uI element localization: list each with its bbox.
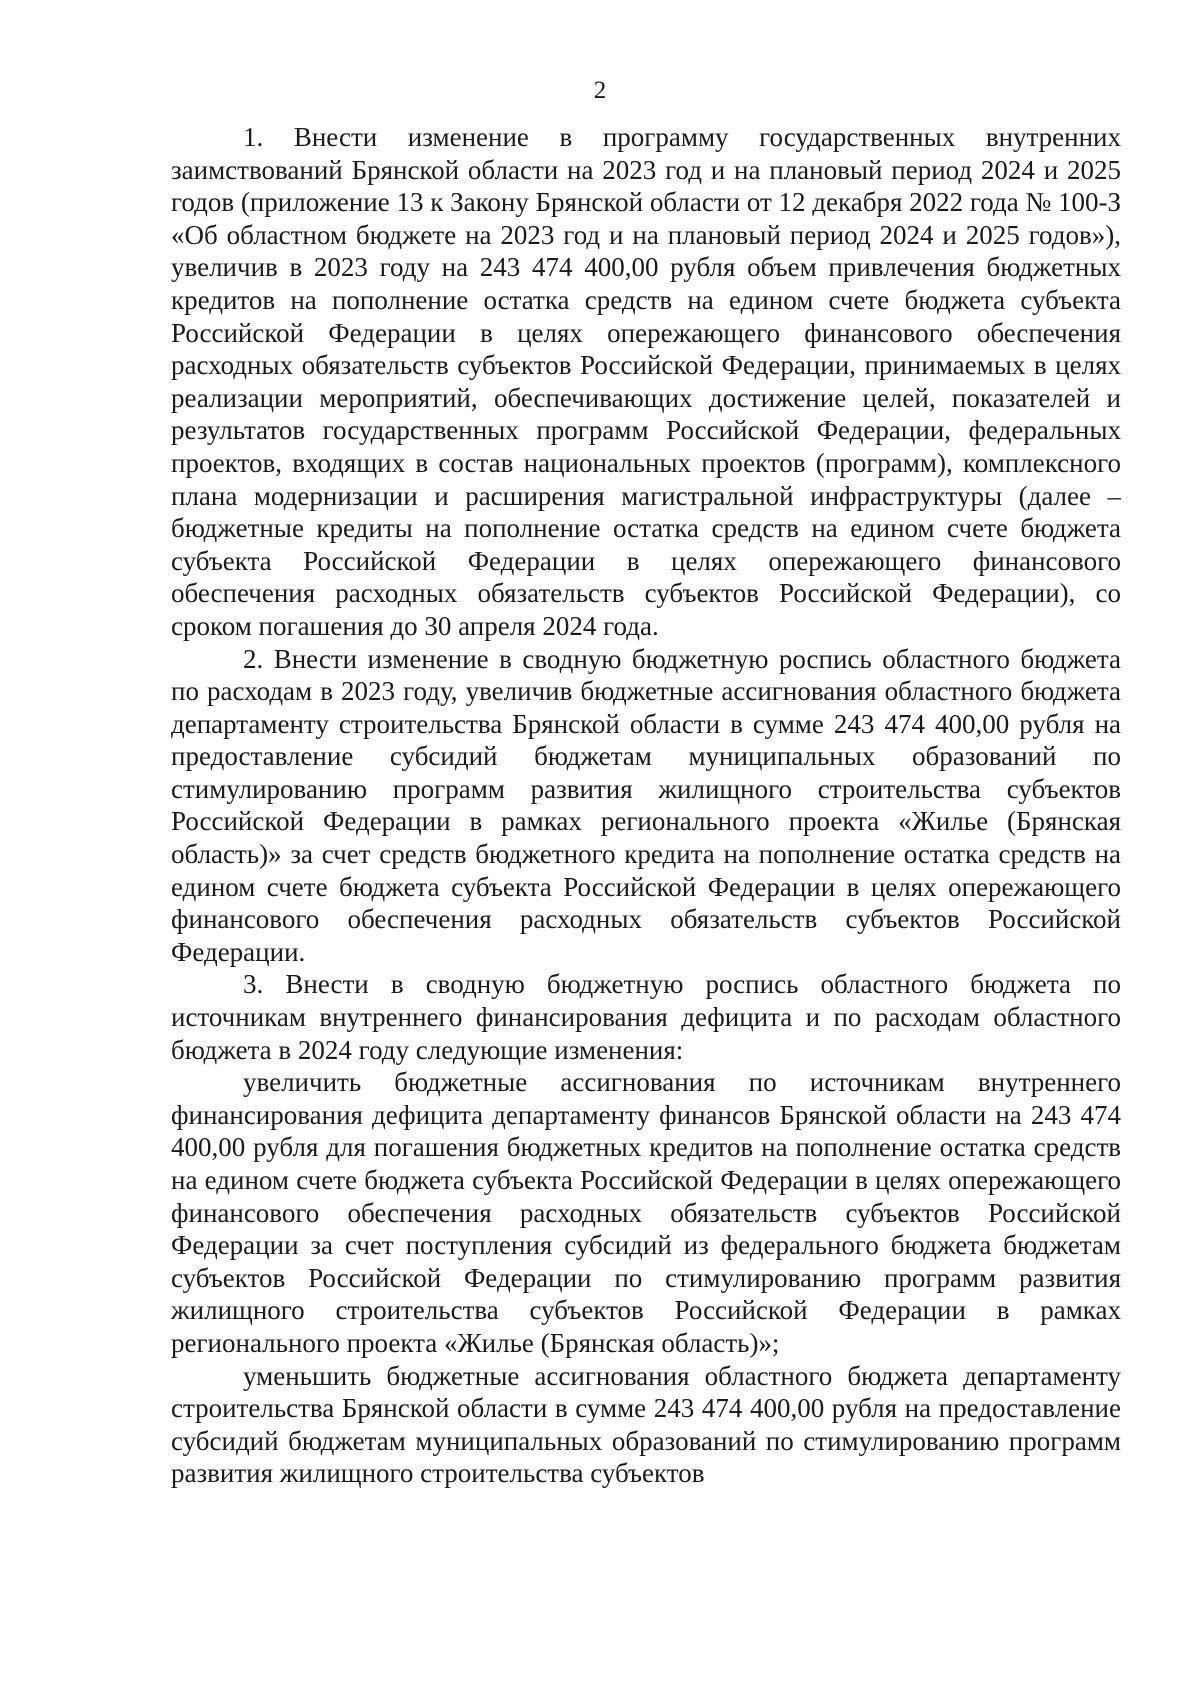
- paragraph-3: 3. Внести в сводную бюджетную роспись областного бюджета по источникам внутреннего финансирования дефицита и по расходам областного бюджета в 2024 году следующие изменения:: [171, 969, 1121, 1065]
- page-number: 2: [593, 77, 607, 104]
- paragraph-5: уменьшить бюджетные ассигнования областного бюджета департаменту строительства Брянской области в сумме 243 474 400,00 рубля на предоставление субсидий бюджетам муниципальных образований по стимулированию программ развития жилищного строительства субъектов: [171, 1360, 1121, 1489]
- paragraph-4: увеличить бюджетные ассигнования по источникам внутреннего финансирования дефицита департаменту финансов Брянской области на 243 474 400,00 рубля для погашения бюджетных кредитов на пополнение остатка средств на едином счете бюджета субъекта Российской Федерации в целях опережающего финансового обеспечения расходных обязательств субъектов Российской Федерации за счет поступления субсидий из федерального бюджета бюджетам субъектов Российской Федерации по стимулированию программ развития жилищного строительства субъектов Российской Федерации в рамках регионального проекта «Жилье (Брянская область)»;: [171, 1067, 1121, 1358]
- paragraph-2: 2. Внести изменение в сводную бюджетную роспись областного бюджета по расходам в 2023 году, увеличив бюджетные ассигнования областного бюджета департаменту строительства Брянской области в сумме 243 474 400,00 рубля на предоставление субсидий бюджетам муниципальных образований по стимулированию программ развития жилищного строительства субъектов Российской Федерации в рамках регионального проекта «Жилье (Брянская область)» за счет средств бюджетного кредита на пополнение остатка средств на едином счете бюджета субъекта Российской Федерации в целях опережающего финансового обеспечения расходных обязательств субъектов Российской Федерации.: [171, 643, 1121, 967]
- paragraph-1: 1. Внести изменение в программу государственных внутренних заимствований Брянской области на 2023 год и на плановый период 2024 и 2025 годов (приложение 13 к Закону Брянской области от 12 декабря 2022 года № 100-З «Об областном бюджете на 2023 год и на плановый период 2024 и 2025 годов»), увеличив в 2023 году на 243 474 400,00 рубля объем привлечения бюджетных кредитов на пополнение остатка средств на едином счете бюджета субъекта Российской Федерации в целях опережающего финансового обеспечения расходных обязательств субъектов Российской Федерации, принимаемых в целях реализации мероприятий, обеспечивающих достижение целей, показателей и результатов государственных программ Российской Федерации, федеральных проектов, входящих в состав национальных проектов (программ), комплексного плана модернизации и расширения магистральной инфраструктуры (далее – бюджетные кредиты на пополнение остатка средств на едином счете бюджета субъекта Российской Федерации в целях опережающего финансового обеспечения расходных обязательств субъектов Российской Федерации), со сроком погашения до 30 апреля 2024 года.: [171, 122, 1121, 641]
- document-body: [171, 121, 1121, 1490]
